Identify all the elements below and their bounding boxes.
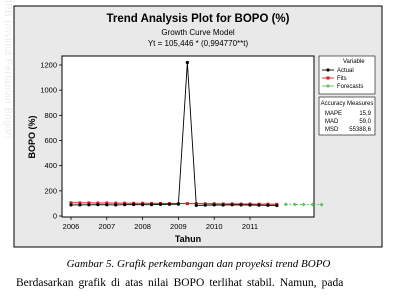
actual-point: [195, 204, 198, 207]
x-tick-label: 2008: [134, 222, 151, 231]
watermark-text: IPB (Institut Pertanian Bogor): [2, 0, 13, 140]
accuracy-measure-name: MAPE: [325, 111, 343, 117]
actual-point: [177, 203, 180, 206]
accuracy-measure-name: MAD: [325, 119, 339, 125]
y-axis-label: BOPO (%): [27, 115, 37, 159]
actual-point: [105, 203, 108, 206]
chart-subtitle-equation: Yt = 105,446 * (0,994770**t): [147, 39, 249, 48]
actual-point: [239, 203, 242, 206]
accuracy-title: Accuracy Measures: [320, 101, 374, 107]
legend-marker: [327, 77, 330, 80]
x-tick-label: 2006: [62, 222, 80, 231]
actual-point: [168, 203, 171, 206]
actual-point: [231, 203, 234, 206]
x-tick-label: 2011: [241, 222, 259, 231]
legend-marker: [326, 68, 329, 71]
actual-point: [213, 203, 216, 206]
y-tick-label: 1000: [40, 85, 57, 95]
actual-point: [141, 203, 144, 206]
plot-area: [62, 56, 314, 217]
y-tick-label: 800: [44, 110, 57, 120]
actual-point: [204, 204, 207, 207]
actual-point: [87, 203, 90, 206]
accuracy-measure-name: MSD: [325, 127, 339, 133]
actual-point: [266, 204, 269, 207]
y-tick-label: 600: [44, 136, 57, 145]
actual-point: [150, 203, 153, 206]
legend-label: Forecasts: [337, 84, 364, 90]
y-tick-label: 400: [44, 161, 57, 171]
legend-label: Actual: [337, 68, 354, 74]
actual-point: [257, 204, 260, 207]
chart-title: Trend Analysis Plot for BOPO (%): [106, 13, 290, 25]
actual-point: [78, 203, 81, 206]
actual-point: [123, 203, 126, 206]
x-axis-label: Tahun: [174, 234, 202, 244]
accuracy-measure-value: 15,9: [359, 111, 371, 117]
actual-point: [275, 204, 278, 207]
fits-point: [186, 202, 189, 205]
y-tick-label: 0: [52, 211, 57, 221]
actual-point: [69, 203, 72, 206]
actual-point: [222, 203, 225, 206]
actual-point: [159, 203, 162, 206]
figure-caption: Gambar 5. Grafik perkembangan dan proyeksi trend BOPO: [66, 258, 331, 270]
accuracy-measure-value: 59,0: [359, 119, 371, 125]
y-tick-label: 200: [44, 186, 57, 196]
actual-point: [96, 203, 99, 206]
y-tick-label: 1200: [40, 60, 57, 70]
actual-point: [114, 203, 117, 206]
actual-point: [186, 61, 189, 64]
x-tick-label: 2007: [98, 222, 116, 231]
body-paragraph: Berdasarkan grafik di atas nilai BOPO terlihat stabil. Namun, pada: [16, 277, 344, 289]
actual-point: [248, 203, 251, 206]
legend-label: Fits: [337, 76, 347, 82]
x-tick-label: 2010: [205, 222, 223, 231]
chart-subtitle-model: Growth Curve Model: [161, 28, 235, 37]
accuracy-measure-value: 55388,6: [349, 127, 371, 133]
legend-title: Variable: [343, 59, 365, 65]
actual-point: [132, 203, 135, 206]
x-tick-label: 2009: [170, 222, 187, 231]
